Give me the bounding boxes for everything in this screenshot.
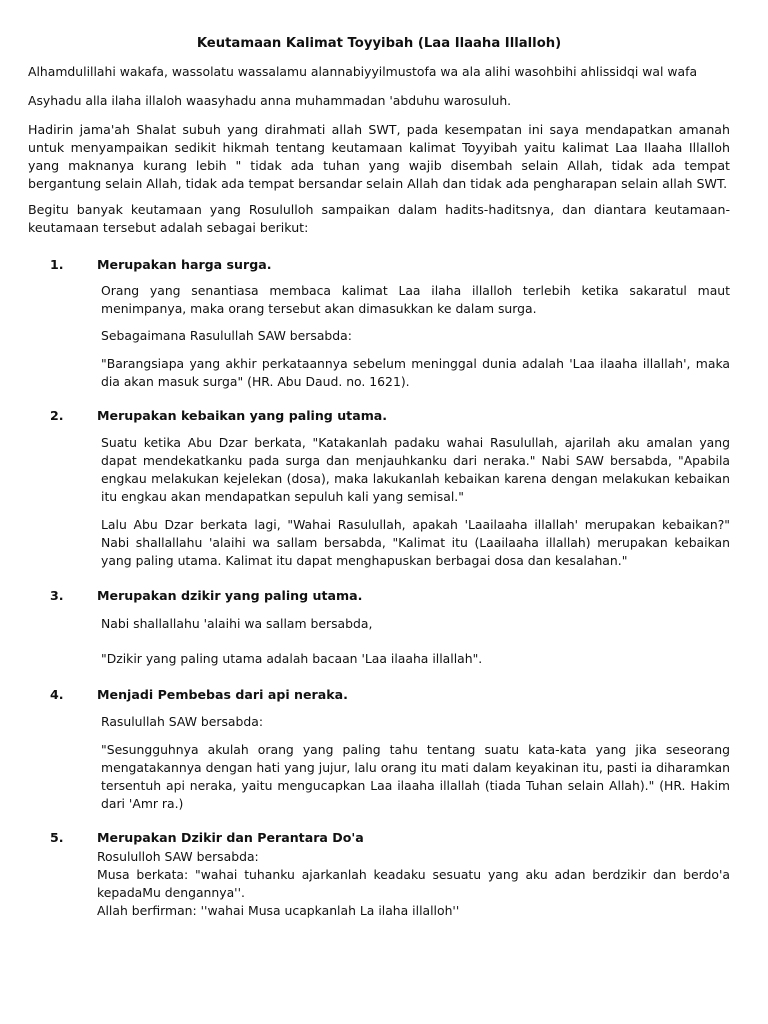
- intro-paragraph-list-lead: Begitu banyak keutamaan yang Rosululloh sampaikan dalam hadits-haditsnya, dan diantara keutamaan-keutamaan tersebut adalah sebagai berikut:: [28, 202, 730, 235]
- point-heading-3: [50, 587, 740, 605]
- point-title: Menjadi Pembebas dari api neraka.: [97, 687, 348, 702]
- point-5-line: Allah berfirman: ''wahai Musa ucapkanlah La ilaha illalloh'': [97, 903, 460, 918]
- intro-paragraph: Hadirin jama'ah Shalat subuh yang dirahmati allah SWT, pada kesempatan ini saya mendapatkan amanah untuk menyampaikan sedikit hikmah tentang keutamaan kalimat Toyyibah yaitu kalimat Laa Ilaaha Illalloh yang maknanya kurang lebih " tidak ada tuhan yang wajib disembah selain Allah, tidak ada tempat bergantung selain Allah, tidak ada tempat bersandar selain Allah dan tidak ada pengharapan selain allah SWT.: [28, 122, 730, 191]
- point-4-paragraph: Rasulullah SAW bersabda:: [101, 714, 264, 729]
- point-1-hadith-quote: "Barangsiapa yang akhir perkataannya sebelum meninggal dunia adalah 'Laa ilaaha illallah', maka dia akan masuk surga" (HR. Abu Daud. no. 1621).: [101, 356, 730, 389]
- point-number: 1.: [50, 257, 64, 272]
- point-heading-1: [50, 256, 740, 274]
- document-title: Keutamaan Kalimat Toyyibah (Laa Ilaaha Illalloh): [196, 36, 562, 51]
- point-1-paragraph: Sebagaimana Rasulullah SAW bersabda:: [101, 328, 352, 343]
- point-4-hadith-quote: "Sesungguhnya akulah orang yang paling tahu tentang suatu kata-kata yang jika seseorang mengatakannya dengan hati yang jujur, lalu orang itu mati dalam keyakinan itu, pasti ia diharamkan tersentuh api neraka, yaitu mengucapkan Laa ilaaha illallah (tiada Tuhan selain Allah)." (HR. Hakim dari 'Amr ra.): [101, 742, 730, 811]
- point-3-paragraph: Nabi shallallahu 'alaihi wa sallam bersabda,: [101, 616, 373, 631]
- point-number: 3.: [50, 588, 64, 603]
- point-5-body: [97, 848, 730, 920]
- point-number: 4.: [50, 687, 64, 702]
- point-title: Merupakan Dzikir dan Perantara Do'a: [97, 830, 364, 845]
- point-heading-5: [50, 829, 740, 847]
- point-heading-4: [50, 686, 740, 704]
- point-title: Merupakan dzikir yang paling utama.: [97, 588, 363, 603]
- point-5-line: Rosululloh SAW bersabda:: [97, 849, 259, 864]
- point-number: 5.: [50, 830, 64, 845]
- point-2-paragraph: Lalu Abu Dzar berkata lagi, "Wahai Rasulullah, apakah 'Laailaaha illallah' merupakan kebaikan?" Nabi shallallahu 'alaihi wa sallam bersabda, "Kalimat itu (Laailaaha illallah) merupakan kebaikan yang paling utama. Kalimat itu dapat menghapuskan berbagai dosa dan kesalahan.": [101, 517, 730, 568]
- point-title: Merupakan kebaikan yang paling utama.: [97, 408, 388, 423]
- point-1-paragraph: Orang yang senantiasa membaca kalimat Laa ilaha illalloh terlebih ketika sakaratul maut menimpanya, maka orang tersebut akan dimasukkan ke dalam surga.: [101, 283, 730, 316]
- point-number: 2.: [50, 408, 64, 423]
- syahadat-text: Asyhadu alla ilaha illaloh waasyhadu anna muhammadan 'abduhu warosuluh.: [28, 93, 512, 108]
- point-title: Merupakan harga surga.: [97, 257, 272, 272]
- point-heading-2: [50, 407, 740, 425]
- point-2-paragraph: Suatu ketika Abu Dzar berkata, "Katakanlah padaku wahai Rasulullah, ajarilah aku amalan yang dapat mendekatkanku pada surga dan menjauhkanku dari neraka." Nabi SAW bersabda, "Apabila engkau melakukan kejelekan (dosa), maka lakukanlah kebaikan karena dengan melakukan kebaikan itu engkau akan mendapatkan sepuluh kali yang semisal.": [101, 435, 730, 504]
- opening-salam: Alhamdulillahi wakafa, wassolatu wassalamu alannabiyyilmustofa wa ala alihi wasohbihi ahlissidqi wal wafa: [28, 64, 698, 79]
- point-5-line: Musa berkata: "wahai tuhanku ajarkanlah keadaku sesuatu yang aku adan berdzikir dan berdo'a kepadaMu dengannya''.: [97, 867, 730, 900]
- point-3-hadith-quote: "Dzikir yang paling utama adalah bacaan 'Laa ilaaha illallah".: [101, 651, 483, 666]
